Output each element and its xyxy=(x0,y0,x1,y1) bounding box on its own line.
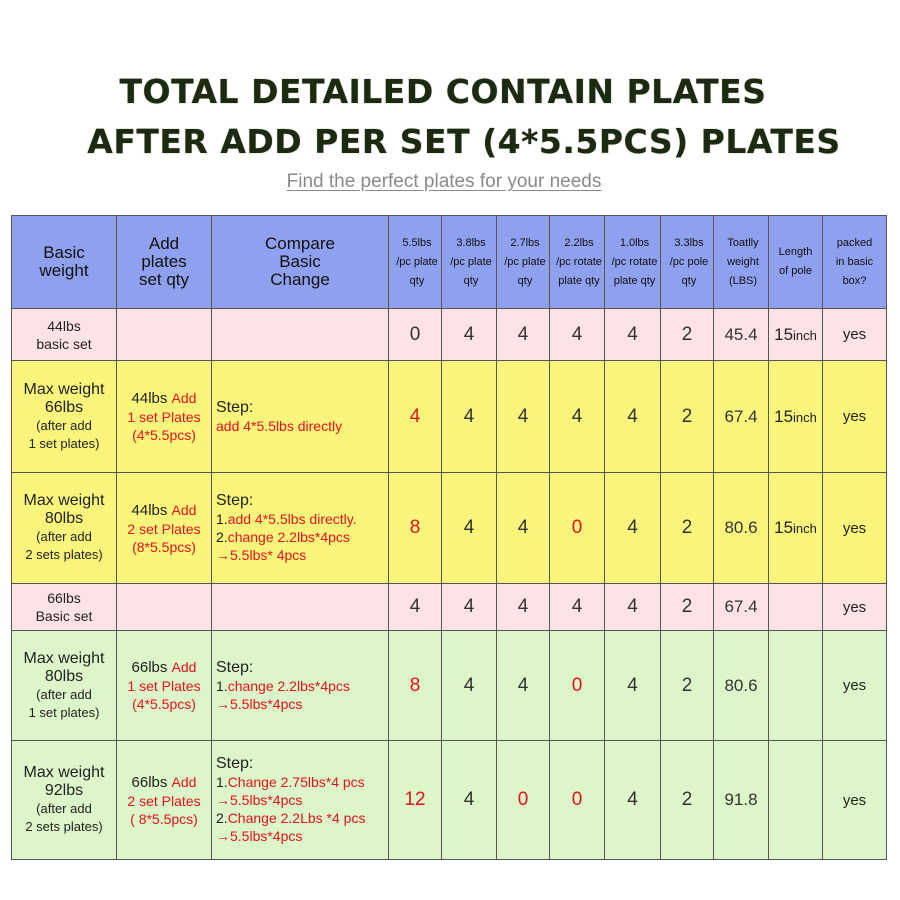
qty-3-8: 4 xyxy=(442,309,497,361)
total-weight: 67.4 xyxy=(714,584,769,631)
title-line-2: AFTER ADD PER SET (4*5.5PCS) PLATES xyxy=(87,122,841,161)
total-weight: 80.6 xyxy=(714,473,769,584)
qty-5-5: 12 xyxy=(389,741,442,860)
pole-length: 15inch xyxy=(769,361,823,473)
title-line-1: TOTAL DETAILED CONTAIN PLATES xyxy=(119,72,767,111)
total-weight: 80.6 xyxy=(714,631,769,741)
basic-weight-cell: Max weight 80lbs (after add 2 sets plates) xyxy=(12,473,117,584)
header-pole-length: Length of pole xyxy=(769,216,823,309)
pole-length: 15inch xyxy=(769,473,823,584)
subtitle-link[interactable]: Find the perfect plates for your needs xyxy=(286,171,602,192)
qty-2-2: 0 xyxy=(550,631,605,741)
qty-2-7: 4 xyxy=(497,309,550,361)
table-row xyxy=(12,631,887,741)
qty-2-7: 0 xyxy=(497,741,550,860)
add-plates-cell: 66lbs Add 1 set Plates (4*5.5pcs) xyxy=(117,631,212,741)
qty-5-5: 4 xyxy=(389,361,442,473)
table-row xyxy=(12,741,887,860)
qty-3-8: 4 xyxy=(442,361,497,473)
packed-value: yes xyxy=(823,309,887,361)
plates-table xyxy=(11,215,887,860)
qty-3-8: 4 xyxy=(442,631,497,741)
qty-2-2: 4 xyxy=(550,361,605,473)
qty-1-0: 4 xyxy=(605,309,661,361)
pole-length xyxy=(769,631,823,741)
basic-weight-cell: Max weight 92lbs (after add 2 sets plates) xyxy=(12,741,117,860)
qty-2-7: 4 xyxy=(497,361,550,473)
total-weight: 67.4 xyxy=(714,361,769,473)
header-3-3lbs: 3.3lbs /pc pole qty xyxy=(661,216,714,309)
qty-2-7: 4 xyxy=(497,631,550,741)
header-compare: Compare Basic Change xyxy=(212,216,389,309)
header-packed: packed in basic box? xyxy=(823,216,887,309)
pole-length xyxy=(769,741,823,860)
qty-3-8: 4 xyxy=(442,741,497,860)
compare-cell: Step: 1.change 2.2lbs*4pcs →5.5lbs*4pcs xyxy=(212,631,389,741)
packed-value: yes xyxy=(823,473,887,584)
compare-cell: Step: add 4*5.5lbs directly xyxy=(212,361,389,473)
compare-cell: Step: 1.add 4*5.5lbs directly. 2.change 2.2lbs*4pcs →5.5lbs* 4pcs xyxy=(212,473,389,584)
add-plates-cell: 66lbs Add 2 set Plates ( 8*5.5pcs) xyxy=(117,741,212,860)
qty-3-8: 4 xyxy=(442,473,497,584)
qty-3-3: 2 xyxy=(661,473,714,584)
add-plates-cell xyxy=(117,584,212,631)
compare-cell xyxy=(212,309,389,361)
add-plates-cell xyxy=(117,309,212,361)
compare-cell xyxy=(212,584,389,631)
header-2-2lbs: 2.2lbs /pc rotate plate qty xyxy=(550,216,605,309)
header-row xyxy=(12,216,887,309)
qty-3-8: 4 xyxy=(442,584,497,631)
qty-5-5: 8 xyxy=(389,631,442,741)
qty-1-0: 4 xyxy=(605,741,661,860)
add-plates-cell: 44lbs Add 2 set Plates (8*5.5pcs) xyxy=(117,473,212,584)
table-row xyxy=(12,584,887,631)
header-1-0lbs: 1.0lbs /pc rotate plate qty xyxy=(605,216,661,309)
packed-value: yes xyxy=(823,584,887,631)
qty-1-0: 4 xyxy=(605,584,661,631)
pole-length: 15inch xyxy=(769,309,823,361)
qty-1-0: 4 xyxy=(605,473,661,584)
compare-cell: Step: 1.Change 2.75lbs*4 pcs →5.5lbs*4pcs 2.Change 2.2Lbs *4 pcs →5.5lbs*4pcs xyxy=(212,741,389,860)
qty-2-2: 4 xyxy=(550,309,605,361)
table-row xyxy=(12,473,887,584)
qty-3-3: 2 xyxy=(661,584,714,631)
qty-2-2: 4 xyxy=(550,584,605,631)
table-row xyxy=(12,361,887,473)
basic-weight-cell: 44lbs basic set xyxy=(12,309,117,361)
qty-3-3: 2 xyxy=(661,309,714,361)
header-add-plates: Add plates set qty xyxy=(117,216,212,309)
qty-2-7: 4 xyxy=(497,473,550,584)
qty-3-3: 2 xyxy=(661,361,714,473)
qty-2-2: 0 xyxy=(550,473,605,584)
total-weight: 91.8 xyxy=(714,741,769,860)
basic-weight-cell: Max weight 66lbs (after add 1 set plates) xyxy=(12,361,117,473)
qty-5-5: 8 xyxy=(389,473,442,584)
basic-weight-cell: 66lbs Basic set xyxy=(12,584,117,631)
header-3-8lbs: 3.8lbs /pc plate qty xyxy=(442,216,497,309)
qty-1-0: 4 xyxy=(605,361,661,473)
header-basic-weight: Basic weight xyxy=(12,216,117,309)
header-total-weight: Toatlly weight (LBS) xyxy=(714,216,769,309)
qty-3-3: 2 xyxy=(661,631,714,741)
header-2-7lbs: 2.7lbs /pc plate qty xyxy=(497,216,550,309)
header-5-5lbs: 5.5lbs /pc plate qty xyxy=(389,216,442,309)
qty-1-0: 4 xyxy=(605,631,661,741)
table-row xyxy=(12,309,887,361)
qty-2-2: 0 xyxy=(550,741,605,860)
qty-5-5: 0 xyxy=(389,309,442,361)
add-plates-cell: 44lbs Add 1 set Plates (4*5.5pcs) xyxy=(117,361,212,473)
basic-weight-cell: Max weight 80lbs (after add 1 set plates) xyxy=(12,631,117,741)
packed-value: yes xyxy=(823,361,887,473)
packed-value: yes xyxy=(823,741,887,860)
qty-2-7: 4 xyxy=(497,584,550,631)
pole-length xyxy=(769,584,823,631)
packed-value: yes xyxy=(823,631,887,741)
qty-3-3: 2 xyxy=(661,741,714,860)
total-weight: 45.4 xyxy=(714,309,769,361)
qty-5-5: 4 xyxy=(389,584,442,631)
